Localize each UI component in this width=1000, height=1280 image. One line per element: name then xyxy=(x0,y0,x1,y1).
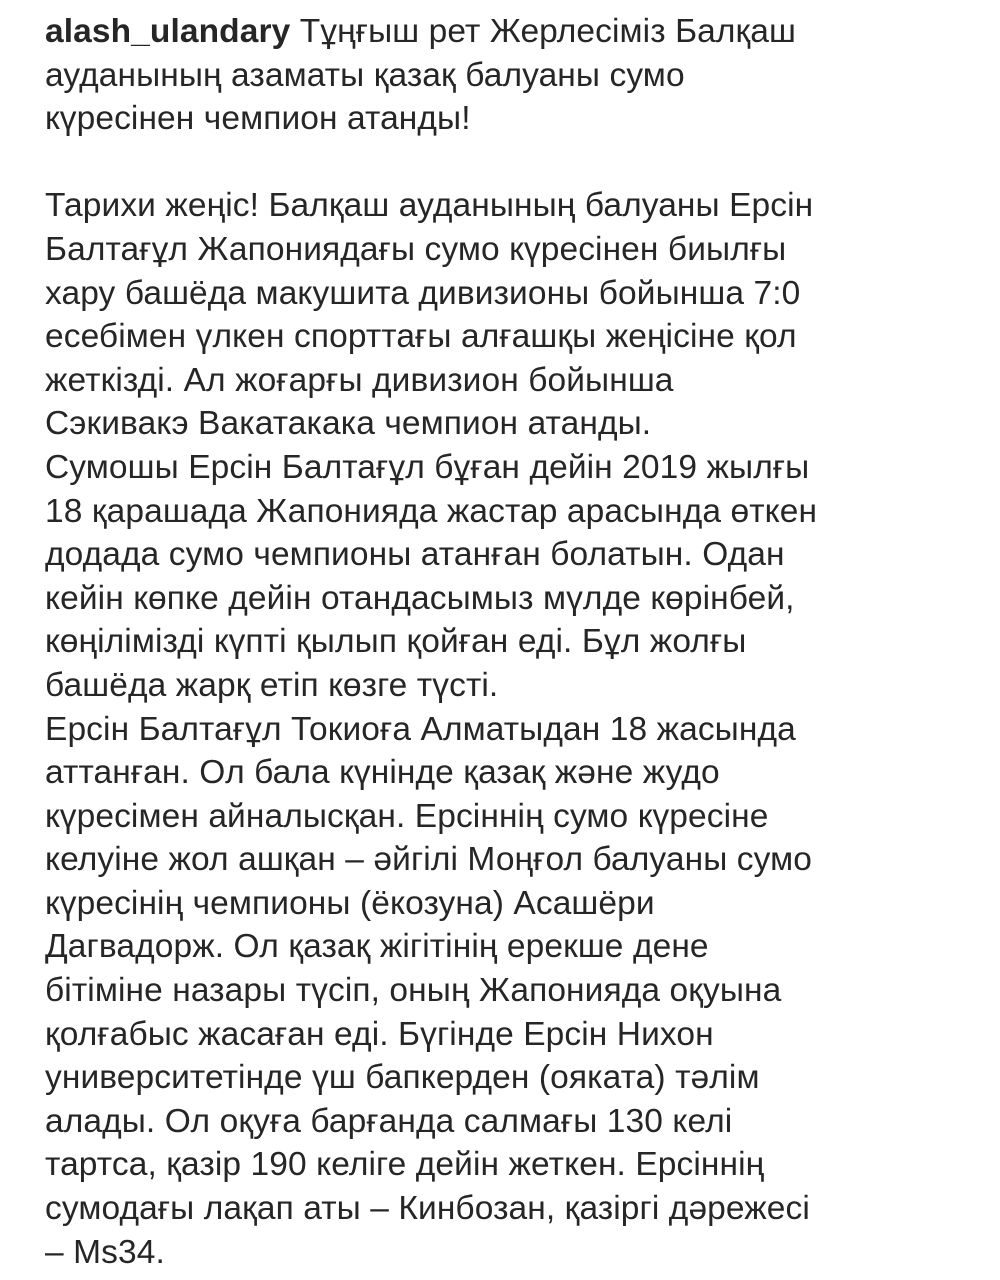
paragraph-3-line-10: алады. Ол оқуға барғанда салмағы 130 келі xyxy=(45,1102,733,1140)
paragraph-1-line-1: Тарихи жеңіс! Балқаш ауданының балуаны Ерсін xyxy=(45,187,814,225)
paragraph-3-line-6: Дагвадорж. Ол қазақ жігітінің ерекше дене xyxy=(45,928,709,966)
paragraph-2-line-1: Сумошы Ерсін Балтағұл бұған дейін 2019 жылғы xyxy=(45,448,810,486)
paragraph-3-line-3: күресімен айналысқан. Ерсіннің сумо күресіне xyxy=(45,797,769,835)
paragraph-3-line-7: бітіміне назары түсіп, оның Жапонияда оқуына xyxy=(45,972,782,1010)
paragraph-3-line-13: – Ms34. xyxy=(45,1233,165,1271)
paragraph-3-line-11: тартса, қазір 190 келіге дейін жеткен. Ерсіннің xyxy=(45,1146,765,1184)
caption-headline-line-3: күресінен чемпион атанды! xyxy=(45,100,471,138)
paragraph-3-line-12: сумодағы лақап аты – Кинбозан, қазіргі дәрежесі xyxy=(45,1190,810,1228)
paragraph-1-line-5: жеткізді. Ал жоғарғы дивизион бойынша xyxy=(45,361,674,399)
paragraph-1-line-2: Балтағұл Жапониядағы сумо күресінен биылғы xyxy=(45,230,787,268)
username-link[interactable]: alash_ulandary xyxy=(45,13,291,50)
post-caption xyxy=(45,10,975,1274)
blank-line xyxy=(45,141,975,185)
paragraph-3 xyxy=(45,708,975,1275)
paragraph-2-line-6: башёда жарқ етіп көзге түсті. xyxy=(45,666,499,704)
paragraph-2-line-3: додада сумо чемпионы атанған болатын. Одан xyxy=(45,536,785,574)
paragraph-3-line-1: Ерсін Балтағұл Токиоға Алматыдан 18 жасында xyxy=(45,710,796,748)
paragraph-3-line-2: аттанған. Ол бала күнінде қазақ және жудо xyxy=(45,754,720,792)
paragraph-3-line-9: университетінде үш бапкерден (ояката) тәлім xyxy=(45,1059,760,1097)
paragraph-2-line-2: 18 қарашада Жапонияда жастар арасында өткен xyxy=(45,492,818,530)
paragraph-1-line-3: хару башёда макушита дивизионы бойынша 7:0 xyxy=(45,274,801,312)
paragraph-2-line-5: көңілімізді күпті қылып қойған еді. Бұл жолғы xyxy=(45,623,747,661)
caption-headline-line-1 xyxy=(45,10,975,54)
caption-headline-line-2: ауданының азаматы қазақ балуаны сумо xyxy=(45,56,685,94)
paragraph-3-line-8: қолғабыс жасаған еді. Бүгінде Ерсін Нихон xyxy=(45,1015,714,1053)
paragraph-2-line-4: кейін көпке дейін отандасымыз мүлде көрінбей, xyxy=(45,579,795,617)
headline-text-1: Тұңғыш рет Жерлесіміз Балқаш xyxy=(290,13,797,50)
paragraph-1-line-6: Сэкивакэ Вакатакака чемпион атанды. xyxy=(45,405,652,443)
paragraph-1-line-4: есебімен үлкен спорттағы алғашқы жеңісіне қол xyxy=(45,318,797,356)
paragraph-2 xyxy=(45,446,975,708)
paragraph-1 xyxy=(45,184,975,446)
paragraph-3-line-4: келуіне жол ашқан – әйгілі Моңғол балуаны сумо xyxy=(45,841,812,879)
paragraph-3-line-5: күресінің чемпионы (ёкозуна) Асашёри xyxy=(45,884,655,922)
